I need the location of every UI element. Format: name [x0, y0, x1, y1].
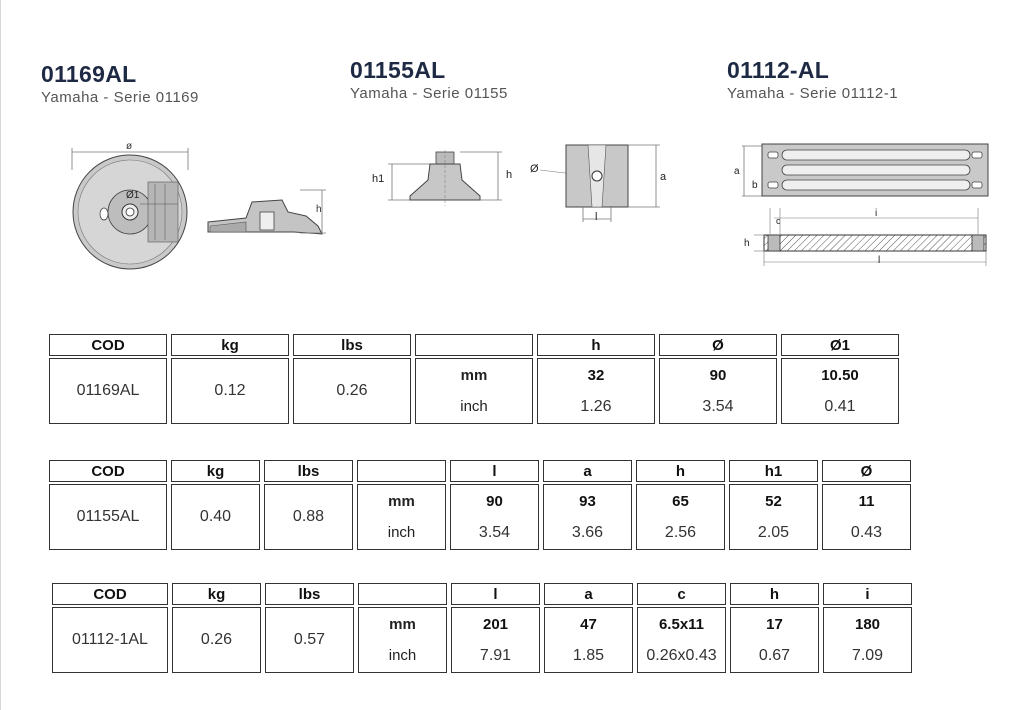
label-c: c	[776, 216, 781, 226]
header-lbs: lbs	[264, 460, 353, 482]
drawing-01112	[730, 138, 1000, 273]
header-i: i	[823, 583, 912, 605]
cell-lbs: 0.88	[264, 484, 353, 550]
value-inch: 3.66	[571, 524, 604, 541]
label-a: a	[734, 166, 740, 177]
value-mm: 65	[672, 493, 689, 510]
header-lbs: lbs	[293, 334, 411, 356]
header-h: h	[636, 460, 725, 482]
cell-units	[358, 607, 447, 673]
cell-kg: 0.26	[172, 607, 261, 673]
drawing-01169	[60, 140, 340, 280]
table-header-row	[49, 460, 911, 482]
header-l: l	[450, 460, 539, 482]
cell-lbs: 0.26	[293, 358, 411, 424]
product-heading-01112	[727, 57, 898, 102]
value-inch: 2.56	[664, 524, 697, 541]
cell-h	[636, 484, 725, 550]
unit-mm: mm	[388, 493, 415, 510]
cell-dia	[659, 358, 777, 424]
label-h: h	[316, 204, 322, 215]
header-unit	[358, 583, 447, 605]
cell-lbs: 0.57	[265, 607, 354, 673]
header-kg: kg	[171, 334, 289, 356]
product-subtitle: Yamaha - Serie 01112-1	[727, 85, 899, 102]
product-heading-01155	[350, 57, 508, 102]
value-mm: 90	[709, 367, 727, 384]
header-dia: Ø	[822, 460, 911, 482]
value-inch: 2.05	[757, 524, 790, 541]
cell-h	[537, 358, 655, 424]
unit-inch: inch	[460, 398, 488, 415]
cell-l	[451, 607, 540, 673]
cell-i	[823, 607, 912, 673]
drawing-01155	[370, 140, 670, 230]
page-border	[0, 0, 1, 710]
spec-table-01169	[45, 332, 903, 426]
unit-inch: inch	[388, 647, 417, 664]
header-h: h	[537, 334, 655, 356]
value-inch: 0.43	[850, 524, 883, 541]
product-subtitle: Yamaha - Serie 01169	[41, 89, 199, 106]
value-inch: 0.67	[758, 647, 791, 664]
table-row	[49, 358, 899, 424]
product-subtitle: Yamaha - Serie 01155	[350, 85, 508, 102]
header-a: a	[543, 460, 632, 482]
spec-table-01112	[48, 581, 916, 675]
value-mm: 32	[587, 367, 605, 384]
cell-dia1	[781, 358, 899, 424]
header-unit	[357, 460, 446, 482]
table-header-row	[52, 583, 912, 605]
header-cod: COD	[49, 334, 167, 356]
label-l: l	[595, 211, 598, 223]
label-h1: h1	[372, 173, 385, 185]
spec-table-01155	[45, 458, 915, 552]
unit-mm: mm	[389, 616, 416, 633]
value-mm: 93	[579, 493, 596, 510]
value-inch: 7.09	[851, 647, 884, 664]
value-mm: 47	[580, 616, 597, 633]
value-mm: 52	[765, 493, 782, 510]
header-lbs: lbs	[265, 583, 354, 605]
value-mm: 11	[858, 493, 875, 510]
cell-units	[415, 358, 533, 424]
product-code: 01112-AL	[727, 57, 830, 83]
label-i: i	[875, 208, 878, 219]
cell-a	[544, 607, 633, 673]
product-code: 01155AL	[350, 57, 446, 83]
value-inch: 3.54	[702, 398, 734, 415]
header-dia1: Ø1	[781, 334, 899, 356]
header-unit	[415, 334, 533, 356]
unit-mm: mm	[460, 367, 488, 384]
label-h: h	[506, 169, 513, 181]
header-cod: COD	[49, 460, 167, 482]
header-cod: COD	[52, 583, 168, 605]
label-dia: ø	[126, 141, 133, 152]
header-kg: kg	[171, 460, 260, 482]
cell-l	[450, 484, 539, 550]
cell-a	[543, 484, 632, 550]
table-header-row	[49, 334, 899, 356]
value-inch: 0.41	[824, 398, 856, 415]
label-h: h	[744, 238, 750, 249]
value-mm: 180	[854, 616, 881, 633]
cell-cod: 01112-1AL	[52, 607, 168, 673]
product-heading-01169	[41, 61, 199, 106]
value-mm: 6.5x11	[658, 616, 705, 633]
value-inch: 3.54	[478, 524, 511, 541]
value-mm: 90	[486, 493, 503, 510]
header-l: l	[451, 583, 540, 605]
value-inch: 0.26x0.43	[646, 647, 717, 664]
product-code: 01169AL	[41, 61, 137, 87]
label-l: l	[878, 255, 881, 266]
table-row	[49, 484, 911, 550]
cell-kg: 0.40	[171, 484, 260, 550]
value-mm: 17	[766, 616, 783, 633]
header-h1: h1	[729, 460, 818, 482]
header-h: h	[730, 583, 819, 605]
cell-dia	[822, 484, 911, 550]
label-a: a	[660, 171, 667, 183]
cell-cod: 01155AL	[49, 484, 167, 550]
value-inch: 1.85	[572, 647, 605, 664]
header-kg: kg	[172, 583, 261, 605]
cell-kg: 0.12	[171, 358, 289, 424]
value-inch: 7.91	[479, 647, 512, 664]
label-b: b	[752, 180, 758, 191]
value-mm: 201	[482, 616, 509, 633]
header-dia: Ø	[659, 334, 777, 356]
header-c: c	[637, 583, 726, 605]
cell-h1	[729, 484, 818, 550]
value-mm: 10.50	[821, 367, 859, 384]
label-dia: Ø	[530, 163, 539, 175]
cell-c	[637, 607, 726, 673]
value-inch: 1.26	[580, 398, 612, 415]
label-dia1: Ø1	[126, 190, 140, 201]
header-a: a	[544, 583, 633, 605]
cell-cod: 01169AL	[49, 358, 167, 424]
unit-inch: inch	[387, 524, 416, 541]
cell-h	[730, 607, 819, 673]
cell-units	[357, 484, 446, 550]
table-row	[52, 607, 912, 673]
